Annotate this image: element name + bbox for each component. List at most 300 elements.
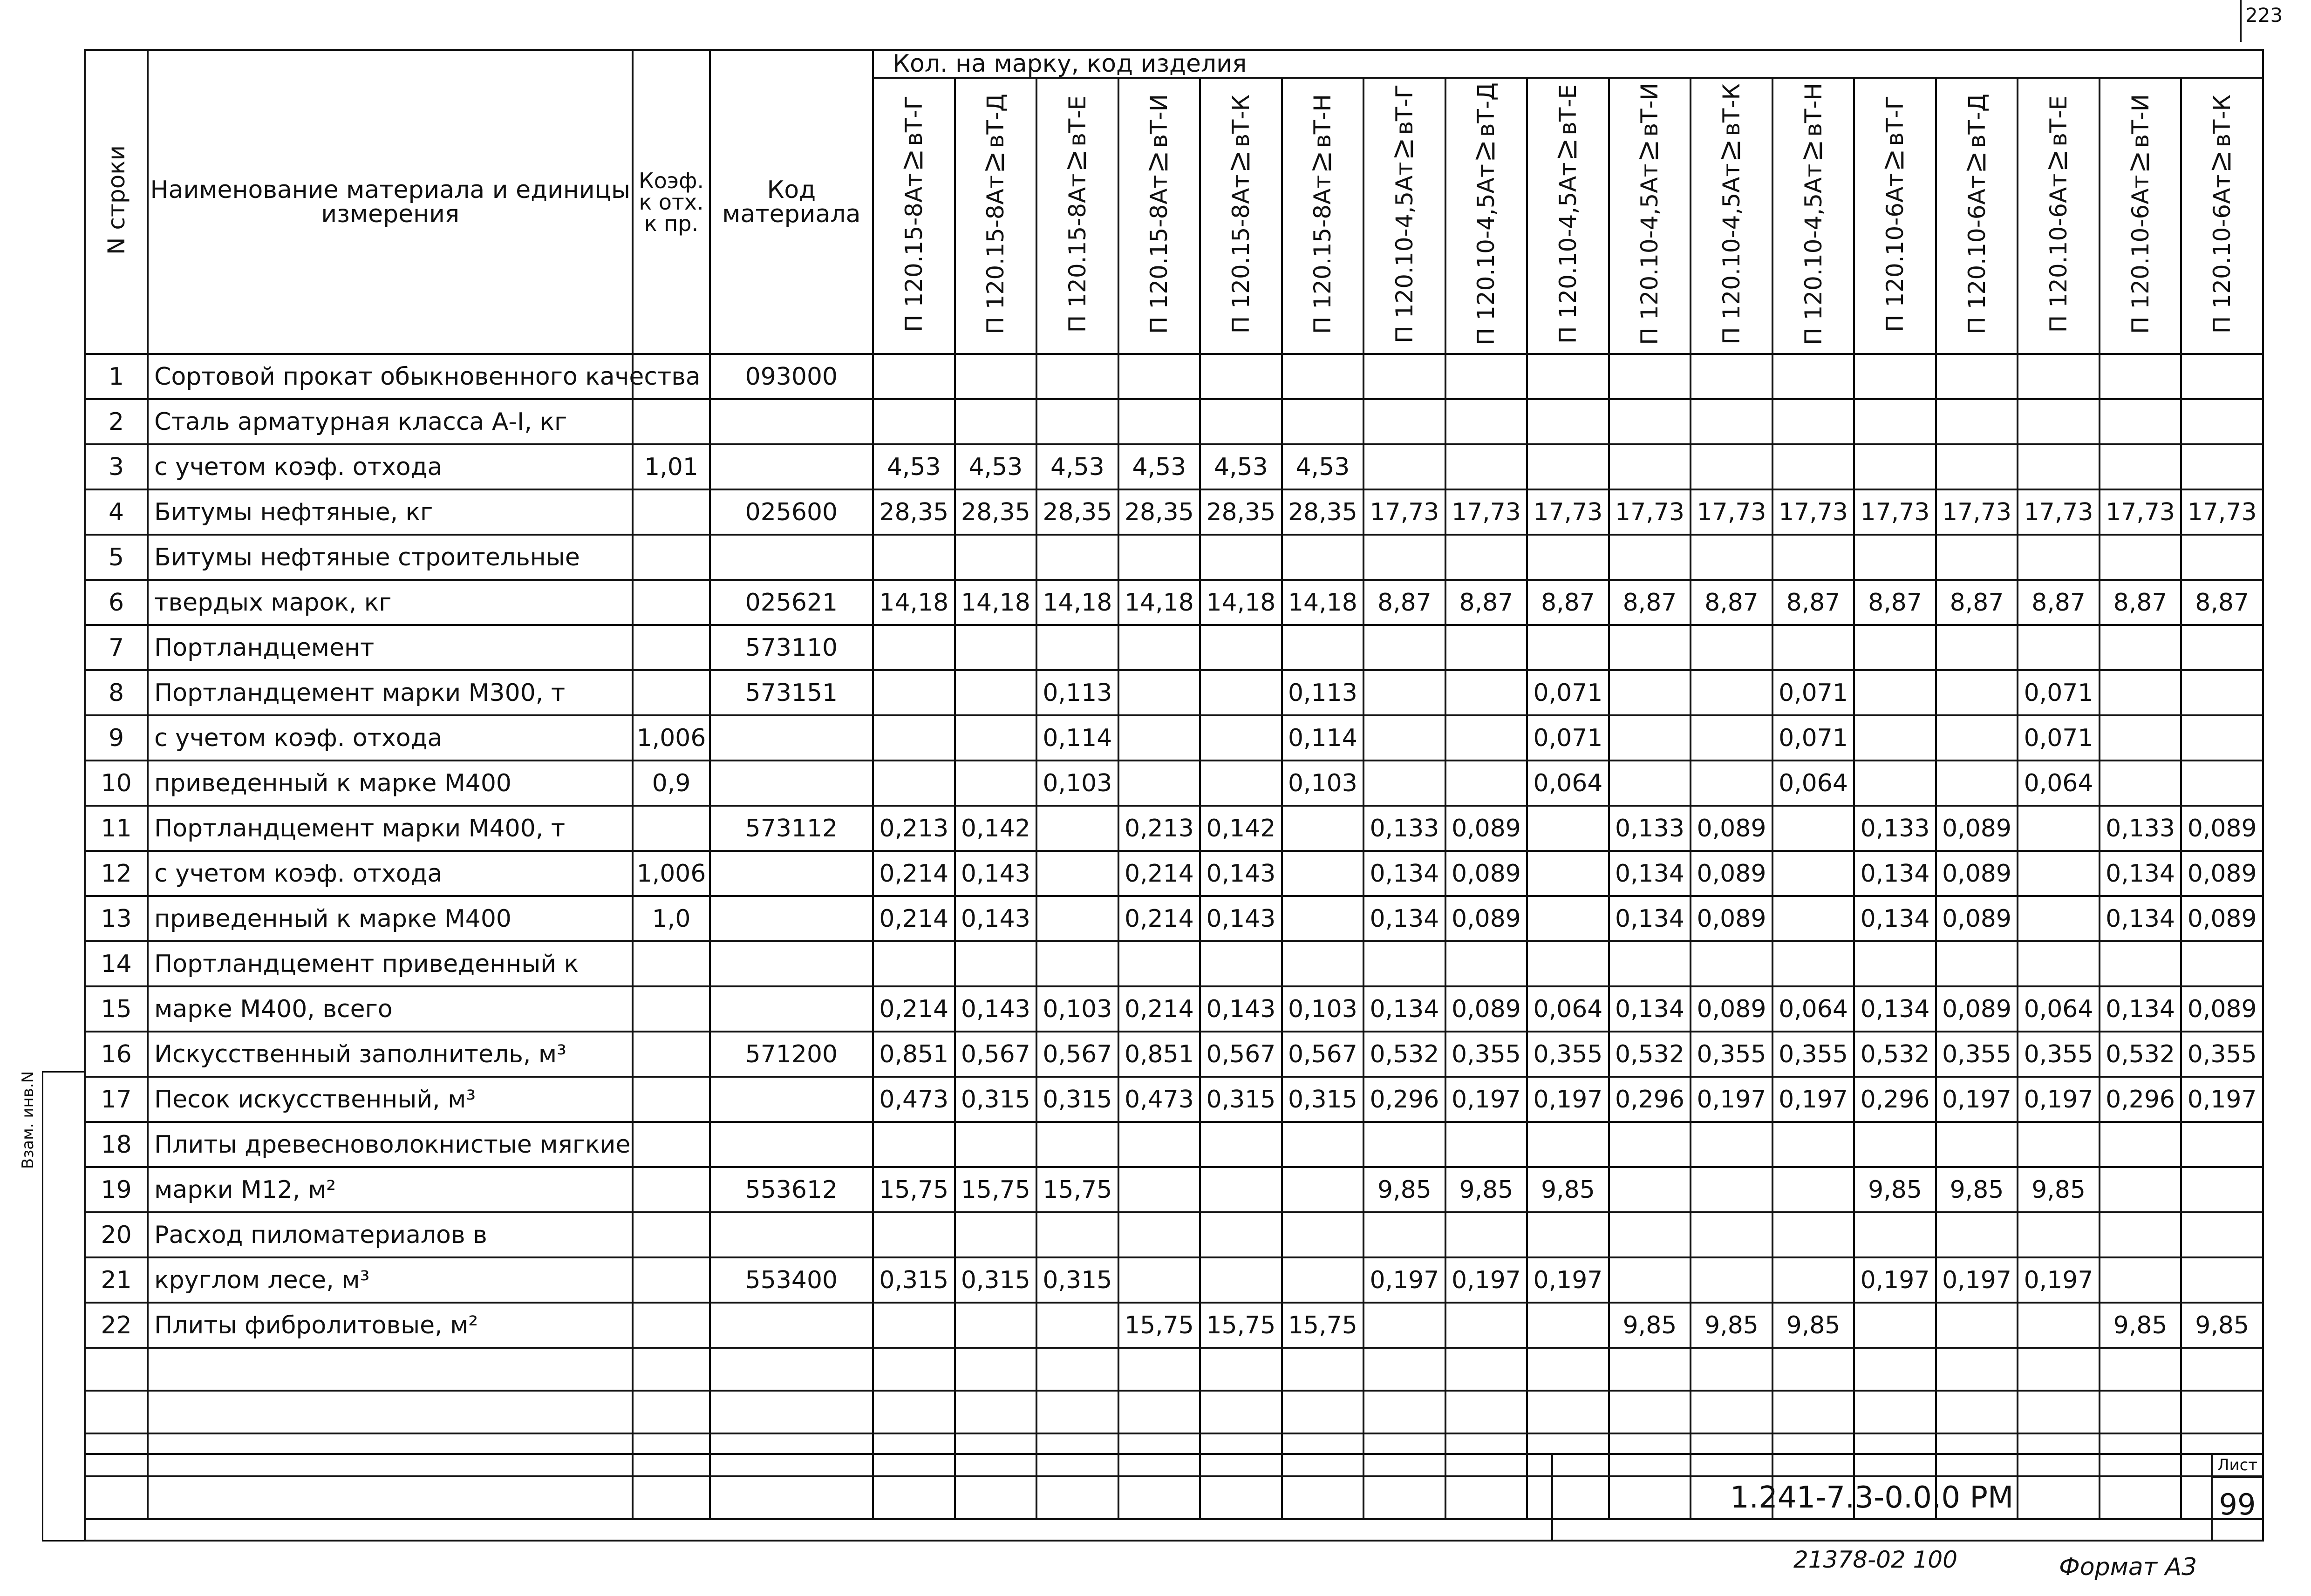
quantity-cell [1609,1122,1691,1167]
quantity-cell [873,1122,955,1167]
quantity-cell [955,535,1037,580]
quantity-cell: 0,214 [1118,896,1200,941]
quantity-cell [1772,941,1854,986]
quantity-cell [873,941,955,986]
quantity-cell [2181,444,2263,489]
quantity-cell [2181,625,2263,670]
quantity-cell [1772,399,1854,444]
quantity-cell [2018,625,2100,670]
quantity-cell: 8,87 [1445,580,1527,625]
quantity-cell [1854,444,1936,489]
quantity-cell: 0,064 [1772,986,1854,1032]
quantity-cell [1854,715,1936,761]
quantity-cell [1527,941,1609,986]
quantity-cell: 0,071 [1772,715,1854,761]
quantity-cell: 17,73 [1691,489,1772,535]
quantity-cell: 0,134 [1609,986,1691,1032]
quantity-cell [1772,1212,1854,1257]
quantity-cell: 0,071 [1527,715,1609,761]
material-name: Портландцемент приведенный к [148,941,633,986]
quantity-cell: 8,87 [1772,580,1854,625]
quantity-cell [2181,1167,2263,1212]
material-code: 093000 [710,354,873,399]
material-name: Портландцемент [148,625,633,670]
quantity-cell [2100,399,2181,444]
quantity-cell [1527,535,1609,580]
quantity-cell: 0,064 [1527,986,1609,1032]
material-code [710,941,873,986]
quantity-cell [1363,1303,1445,1348]
quantity-cell [1527,1212,1609,1257]
quantity-cell: 0,296 [1854,1077,1936,1122]
material-code: 025621 [710,580,873,625]
quantity-cell: 0,355 [2181,1032,2263,1077]
table-row [85,1032,2263,1077]
table-row [85,851,2263,896]
quantity-cell [1118,761,1200,806]
quantity-cell: 0,143 [1200,986,1282,1032]
quantity-cell: 17,73 [1772,489,1854,535]
product-header: П 120.10-6АтⅣвТ-Е [2018,78,2100,354]
quantity-cell [1036,806,1118,851]
product-header: П 120.15-8АтⅣвТ-Н [1282,78,1364,354]
quantity-cell: 17,73 [1445,489,1527,535]
document-code: 1.241-7.3-0.0.0 РМ [1730,1481,2014,1515]
quantity-cell [1363,941,1445,986]
quantity-cell: 15,75 [955,1167,1037,1212]
quantity-cell: 4,53 [873,444,955,489]
quantity-cell [1282,535,1364,580]
quantity-cell [1527,851,1609,896]
quantity-cell [2100,1257,2181,1303]
quantity-cell [873,715,955,761]
quantity-cell [1282,625,1364,670]
quantity-cell [955,1303,1037,1348]
material-code [710,1122,873,1167]
quantity-cell [1936,399,2018,444]
product-header: П 120.15-8АтⅣвТ-Е [1036,78,1118,354]
quantity-cell [1609,941,1691,986]
quantity-cell: 0,071 [1772,670,1854,715]
material-code: 573112 [710,806,873,851]
quantity-cell: 9,85 [1609,1303,1691,1348]
product-header: П 120.15-8АтⅣвТ-И [1118,78,1200,354]
table-row [85,1257,2263,1303]
quantity-cell: 0,142 [955,806,1037,851]
coefficient: 1,0 [633,896,709,941]
quantity-cell: 0,197 [1691,1077,1772,1122]
quantity-cell: 0,089 [2181,851,2263,896]
table-row [85,580,2263,625]
quantity-cell: 0,133 [1609,806,1691,851]
table-row [85,489,2263,535]
quantity-cell [2100,1167,2181,1212]
quantity-cell [1854,670,1936,715]
material-name: с учетом коэф. отхода [148,444,633,489]
quantity-cell [2018,1303,2100,1348]
coefficient [633,1212,709,1257]
quantity-cell: 0,064 [1772,761,1854,806]
quantity-cell: 28,35 [1036,489,1118,535]
quantity-cell [1363,444,1445,489]
quantity-cell [1118,625,1200,670]
empty-row [85,1391,2263,1433]
quantity-cell [1282,806,1364,851]
quantity-cell [1445,399,1527,444]
quantity-cell: 28,35 [1282,489,1364,535]
quantity-cell: 0,296 [2100,1077,2181,1122]
material-name: Сталь арматурная класса А-I, кг [148,399,633,444]
quantity-cell: 0,089 [2181,806,2263,851]
quantity-cell [2181,535,2263,580]
quantity-cell [1691,1257,1772,1303]
product-header: П 120.10-4,5АтⅣвТ-Е [1527,78,1609,354]
quantity-cell: 0,315 [1282,1077,1364,1122]
quantity-cell [1282,941,1364,986]
quantity-cell: 4,53 [1200,444,1282,489]
quantity-cell [1118,354,1200,399]
quantity-cell: 4,53 [955,444,1037,489]
quantity-cell: 9,85 [1363,1167,1445,1212]
coefficient [633,535,709,580]
quantity-cell: 0,355 [1936,1032,2018,1077]
row-number: 10 [85,761,148,806]
quantity-cell: 8,87 [2018,580,2100,625]
quantity-cell [1363,761,1445,806]
quantity-cell [1282,399,1364,444]
material-name: Битумы нефтяные строительные [148,535,633,580]
quantity-cell [873,535,955,580]
quantity-cell: 0,355 [1445,1032,1527,1077]
quantity-cell [2181,1257,2263,1303]
quantity-cell [1036,941,1118,986]
quantity-cell: 0,103 [1282,761,1364,806]
quantity-cell: 0,197 [1936,1077,2018,1122]
quantity-cell [2018,806,2100,851]
bottom-note: 21378-02 100 [1793,1546,1958,1573]
material-name: круглом лесе, м³ [148,1257,633,1303]
quantity-cell [1772,1257,1854,1303]
quantity-cell [1854,761,1936,806]
quantity-cell [873,761,955,806]
row-number: 8 [85,670,148,715]
row-number: 14 [85,941,148,986]
quantity-cell [1936,354,2018,399]
quantity-cell [1036,354,1118,399]
quantity-cell: 15,75 [1282,1303,1364,1348]
quantity-cell [955,1212,1037,1257]
quantity-cell: 14,18 [955,580,1037,625]
quantity-cell: 14,18 [873,580,955,625]
quantity-cell [2018,399,2100,444]
quantity-cell: 0,532 [1363,1032,1445,1077]
product-header: П 120.10-4,5АтⅣвТ-К [1691,78,1772,354]
quantity-cell [1200,1212,1282,1257]
quantity-cell [1445,1303,1527,1348]
quantity-cell [1772,1167,1854,1212]
coefficient [633,806,709,851]
coefficient [633,580,709,625]
quantity-cell [1118,941,1200,986]
quantity-cell: 0,315 [955,1257,1037,1303]
quantity-cell [1609,444,1691,489]
quantity-cell: 0,315 [1036,1257,1118,1303]
quantity-cell [1936,1303,2018,1348]
quantity-cell: 0,134 [2100,986,2181,1032]
coefficient: 0,9 [633,761,709,806]
material-name: марке М400, всего [148,986,633,1032]
quantity-cell [1772,806,1854,851]
quantity-cell [1527,896,1609,941]
quantity-cell [2181,354,2263,399]
material-code-header: Код материала [710,50,873,354]
quantity-cell [2181,1122,2263,1167]
quantity-cell [1445,761,1527,806]
quantity-cell: 0,315 [1200,1077,1282,1122]
quantity-cell: 0,089 [1936,986,2018,1032]
quantity-cell: 0,113 [1282,670,1364,715]
quantity-cell [1772,535,1854,580]
quantity-cell [955,761,1037,806]
quantity-cell: 0,089 [2181,896,2263,941]
row-number: 3 [85,444,148,489]
quantity-cell [1118,1167,1200,1212]
quantity-cell: 0,532 [1609,1032,1691,1077]
quantity-cell: 0,133 [1854,806,1936,851]
quantity-cell [873,1303,955,1348]
quantity-cell [1363,1122,1445,1167]
quantity-cell: 17,73 [1527,489,1609,535]
quantity-cell [955,399,1037,444]
quantity-cell: 0,134 [1609,851,1691,896]
quantity-cell [2018,1122,2100,1167]
quantity-cell [2181,761,2263,806]
quantity-cell: 0,089 [1445,806,1527,851]
quantity-cell [1772,354,1854,399]
quantity-cell: 0,134 [1854,986,1936,1032]
quantity-cell [1363,535,1445,580]
quantity-cell [1200,625,1282,670]
quantity-cell [1691,444,1772,489]
quantity-cell: 0,532 [1854,1032,1936,1077]
quantity-cell [1936,1212,2018,1257]
quantity-cell [873,1212,955,1257]
quantity-cell: 0,355 [1772,1032,1854,1077]
table-row [85,670,2263,715]
quantity-cell [955,670,1037,715]
quantity-cell [1363,1212,1445,1257]
quantity-cell [873,670,955,715]
quantity-cell [2018,941,2100,986]
quantity-cell: 17,73 [1363,489,1445,535]
material-code [710,761,873,806]
product-header: П 120.10-4,5АтⅣвТ-Н [1772,78,1854,354]
quantity-cell [1036,399,1118,444]
quantity-cell: 0,197 [1772,1077,1854,1122]
quantity-cell [1691,354,1772,399]
material-name: Песок искусственный, м³ [148,1077,633,1122]
quantity-cell: 8,87 [1609,580,1691,625]
quantity-cell [1609,761,1691,806]
empty-row [85,1348,2263,1391]
quantity-cell [1936,1122,2018,1167]
quantity-cell: 0,103 [1282,986,1364,1032]
material-name: твердых марок, кг [148,580,633,625]
quantity-cell: 0,567 [1036,1032,1118,1077]
table-row [85,444,2263,489]
quantity-cell [1445,670,1527,715]
quantity-cell: 0,473 [873,1077,955,1122]
row-number: 11 [85,806,148,851]
quantity-cell: 0,197 [1527,1077,1609,1122]
quantity-cell [1036,625,1118,670]
quantity-cell [2100,535,2181,580]
product-header: П 120.10-6АтⅣвТ-К [2181,78,2263,354]
quantity-cell: 0,134 [1363,851,1445,896]
quantity-cell [2181,1212,2263,1257]
quantity-cell: 9,85 [1936,1167,2018,1212]
quantity-cell: 0,089 [2181,986,2263,1032]
coefficient [633,1167,709,1212]
quantity-cell: 4,53 [1282,444,1364,489]
quantity-cell [1936,761,2018,806]
quantity-cell: 0,134 [2100,851,2181,896]
quantity-cell [1854,625,1936,670]
quantity-cell: 8,87 [1527,580,1609,625]
quantity-cell: 0,197 [1854,1257,1936,1303]
quantity-cell [1609,715,1691,761]
quantity-cell [1363,715,1445,761]
material-name: Портландцемент марки М400, т [148,806,633,851]
quantity-cell: 28,35 [1200,489,1282,535]
quantity-cell [1200,399,1282,444]
quantity-cell [1118,1257,1200,1303]
quantity-cell [955,1122,1037,1167]
quantity-cell: 0,197 [2181,1077,2263,1122]
material-code [710,535,873,580]
product-header: П 120.15-8АтⅣвТ-Д [955,78,1037,354]
quantity-cell [1691,941,1772,986]
quantity-cell [1609,1212,1691,1257]
quantity-cell [1445,444,1527,489]
quantity-cell [873,354,955,399]
quantity-cell [2100,625,2181,670]
quantity-cell: 0,089 [1936,851,2018,896]
quantity-cell: 8,87 [2181,580,2263,625]
quantity-cell: 0,089 [1445,986,1527,1032]
quantity-cell [2181,399,2263,444]
material-name: Плиты древесноволокнистые мягкие [148,1122,633,1167]
row-number: 4 [85,489,148,535]
quantity-cell: 0,197 [1527,1257,1609,1303]
quantity-cell: 9,85 [2181,1303,2263,1348]
quantity-cell [1118,1122,1200,1167]
quantity-cell [873,399,955,444]
table-row [85,1077,2263,1122]
table-row [85,806,2263,851]
quantity-cell [1118,1212,1200,1257]
quantity-cell: 0,213 [873,806,955,851]
quantity-cell [1936,444,2018,489]
quantity-cell [1036,1122,1118,1167]
quantity-cell [1936,941,2018,986]
quantity-cell [2018,1212,2100,1257]
quantity-cell [1118,670,1200,715]
row-number: 12 [85,851,148,896]
quantity-cell [2018,444,2100,489]
row-number: 13 [85,896,148,941]
quantity-cell [1200,941,1282,986]
quantity-cell: 0,133 [1363,806,1445,851]
quantity-cell [1118,399,1200,444]
quantity-cell [1200,1167,1282,1212]
quantity-cell: 15,75 [1200,1303,1282,1348]
quantity-cell: 0,089 [1691,806,1772,851]
quantity-cell: 0,143 [1200,851,1282,896]
quantity-cell [1854,535,1936,580]
quantity-cell [1854,399,1936,444]
quantity-cell [1854,941,1936,986]
quantity-cell [1036,1212,1118,1257]
quantity-cell: 0,214 [1118,851,1200,896]
material-code [710,1077,873,1122]
product-header: П 120.10-4,5АтⅣвТ-И [1609,78,1691,354]
material-code: 571200 [710,1032,873,1077]
material-name: Битумы нефтяные, кг [148,489,633,535]
quantity-cell [1854,1212,1936,1257]
quantity-cell: 17,73 [1854,489,1936,535]
quantity-cell: 9,85 [2018,1167,2100,1212]
row-number: 1 [85,354,148,399]
table-row [85,1303,2263,1348]
row-number: 19 [85,1167,148,1212]
material-name: Портландцемент марки М300, т [148,670,633,715]
quantity-cell [1527,1122,1609,1167]
quantity-cell [1691,535,1772,580]
quantity-cell [1691,761,1772,806]
quantity-cell [2018,851,2100,896]
row-number: 2 [85,399,148,444]
quantity-cell [1282,354,1364,399]
material-name: приведенный к марке М400 [148,761,633,806]
coefficient [633,1303,709,1348]
quantity-cell: 15,75 [1118,1303,1200,1348]
table-row [85,761,2263,806]
quantity-cell: 4,53 [1036,444,1118,489]
quantity-cell: 15,75 [873,1167,955,1212]
quantity-cell [1282,1167,1364,1212]
quantity-cell: 28,35 [955,489,1037,535]
material-code: 573151 [710,670,873,715]
table-row [85,354,2263,399]
row-number: 15 [85,986,148,1032]
quantity-cell: 0,142 [1200,806,1282,851]
quantity-cell: 9,85 [1445,1167,1527,1212]
quantity-cell [1691,1212,1772,1257]
material-name: с учетом коэф. отхода [148,851,633,896]
quantity-cell: 0,143 [1200,896,1282,941]
quantity-cell [1363,670,1445,715]
quantity-cell [1772,444,1854,489]
quantity-cell [1282,1212,1364,1257]
quantity-cell: 9,85 [1527,1167,1609,1212]
material-code [710,851,873,896]
quantity-cell [1200,535,1282,580]
coefficient: 1,01 [633,444,709,489]
table-row [85,986,2263,1032]
table-row [85,941,2263,986]
quantity-cell [1691,670,1772,715]
